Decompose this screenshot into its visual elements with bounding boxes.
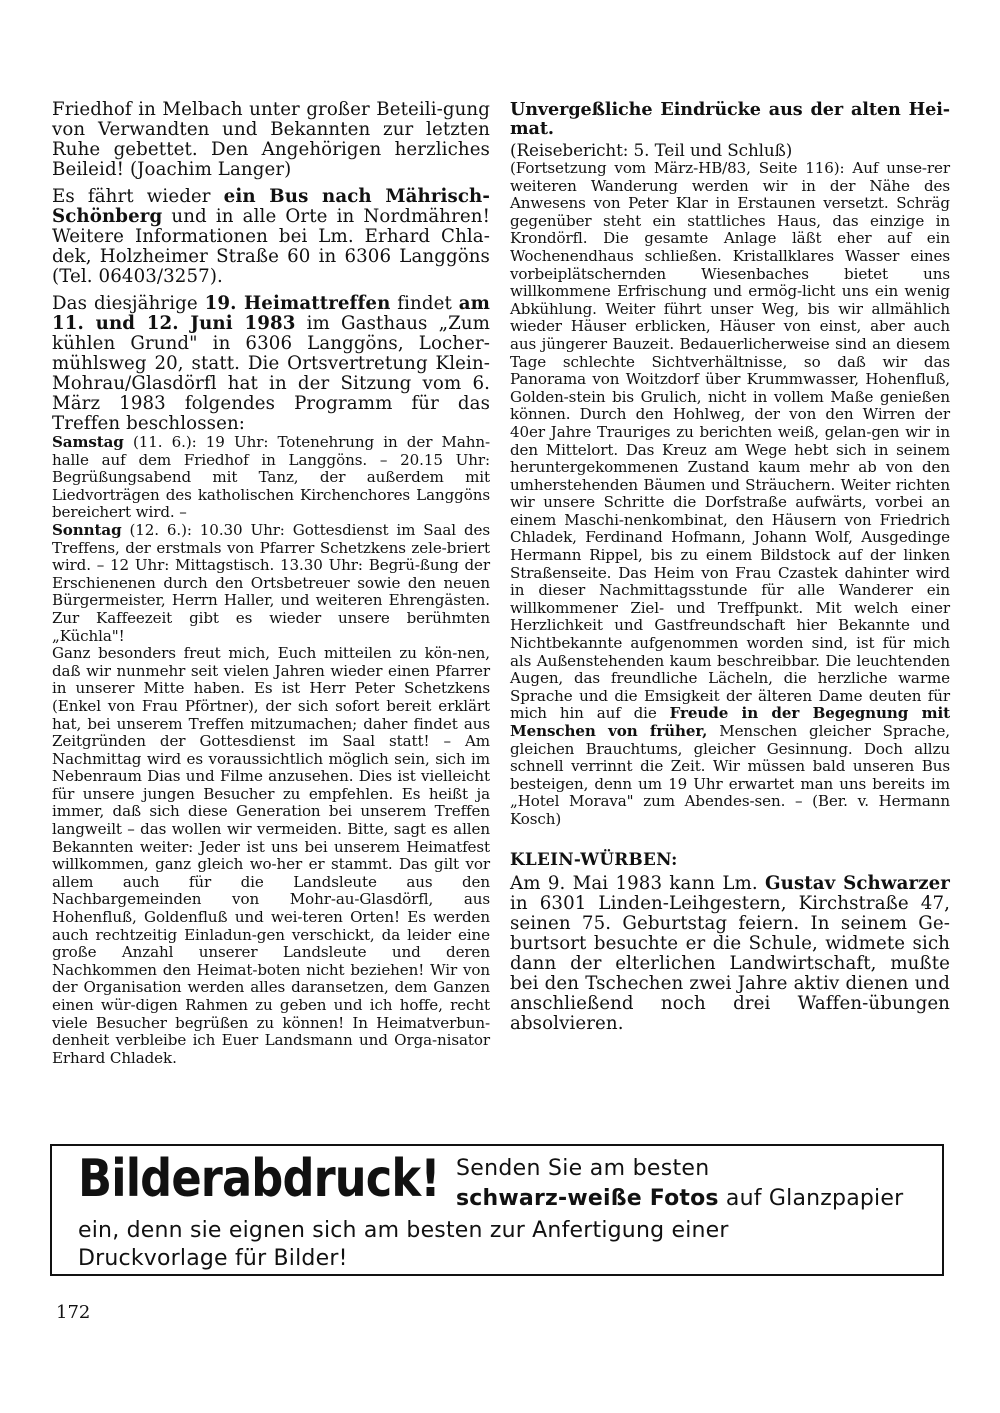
birthday-text-a: Am 9. Mai 1983 kann Lm.	[510, 873, 765, 895]
treffen-text-a: Das diesjährige	[52, 293, 205, 314]
sunday-text: (12. 6.): 10.30 Uhr: Gottesdienst im Saal des Treffens, der erstmals von Pfarrer Schetzkens zele-briert wird. – 12 Uhr: Mittagstisch. 13.30 Uhr: Begrü-ßung der Erschienenen durch den Ortsbetreuer sowie den neuen Bürgermeister, Herrn Haller, und weiteren Ehrengästen. Zur Kaffeezeit gibt es wieder unsere berühmten „Küchla"!	[52, 520, 490, 645]
saturday-text: (11. 6.): 19 Uhr: Totenehrung in der Mahn-halle auf dem Friedhof in Langgöns. – 20.15 Uhr: Begrüßungsabend mit Tanz, der außerdem mit Liedvorträgen des katholischen Kirchenchores Langgöns bereichert wird. –	[52, 433, 490, 522]
travel-report-body	[510, 160, 950, 829]
photo-ad-box	[50, 1144, 944, 1276]
heimattreffen-paragraph	[52, 294, 490, 434]
ad-line-2-rest: auf Glanzpapier	[718, 1186, 904, 1211]
bus-paragraph	[52, 187, 490, 287]
report-text-b: Menschen gleicher Sprache, gleichen Brauchtums, gleicher Gesinnung. Doch allzu schnell verrinnt die Zeit. Wir müssen bald unseren Bus besteigen, denn um 19 Uhr erwartet man uns bereits im „Hotel Morava" zum Abendes-sen. – (Ber. v. Hermann Kosch)	[510, 722, 950, 828]
bus-text-start: Es fährt wieder	[52, 186, 224, 207]
ad-line-2-bold: schwarz-weiße Fotos	[456, 1186, 719, 1211]
ad-line-3: ein, denn sie eignen sich am besten zur Anfertigung einer	[78, 1218, 729, 1243]
ad-line-4: Druckvorlage für Bilder!	[78, 1246, 348, 1271]
treffen-text-c: findet	[390, 293, 459, 314]
bus-highlight: ein Bus nach Mährisch-Schönberg	[52, 186, 490, 227]
birthday-text-c: in 6301 Linden-Leihgestern, Kirchstraße 47, seinen 75. Geburtstag feiern. In seinem Ge-burtsort besuchte er die Schule, widmete sich dann der elterlichen Landwirtschaft, mußte bei den Tschechen zwei Jahre aktiv dienen und anschließend noch drei Waffen-übungen absolvieren.	[510, 893, 950, 1035]
saturday-label: Samstag	[52, 433, 124, 451]
bus-text-end: und in alle Orte in Nordmähren! Weitere Informationen bei Lm. Erhard Chla-dek, Holzheimer Straße 60 in 6306 Langgöns (Tel. 06403/3257).	[52, 206, 490, 287]
treffen-date: am 11. und 12. Juni 1983	[52, 293, 491, 334]
section-heading-klein-wuerben: KLEIN-WÜRBEN:	[510, 848, 678, 869]
report-highlight: Freude in der Begegnung mit Menschen von früher,	[510, 704, 950, 740]
sunday-program	[52, 522, 490, 645]
saturday-program	[52, 434, 490, 522]
article-heading: Unvergeßliche Eindrücke aus der alten Hei-mat.	[510, 99, 950, 139]
article-subheading: (Reisebericht: 5. Teil und Schluß)	[510, 140, 793, 160]
treffen-text-e: im Gasthaus „Zum kühlen Grund" in 6306 Langgöns, Locher-mühlsweg 20, statt. Die Ortsvertretung Klein-Mohrau/Glasdörfl hat in der Sitzung vom 6. März 1983 folgendes Programm für das Treffen beschlossen:	[52, 313, 490, 434]
page-number: 172	[56, 1302, 91, 1323]
sunday-label: Sonntag	[52, 520, 122, 539]
birthday-paragraph	[510, 874, 950, 1034]
right-column	[510, 100, 950, 1034]
ad-title: Bilderabdruck!	[78, 1149, 440, 1209]
report-text-a: (Fortsetzung vom März-HB/83, Seite 116): Auf unse-rer weiteren Wanderung werden wir in der Nähe des Anwesens von Peter Klar in Erstaunen versetzt. Schräg gegenüber steht ein stattliches Haus, das einzige in Krondörfl. Die gesamte Anlage läßt eher auf ein Wochenendhaus schließen. Kristallklares Wasser eines vorbeiplätschernden Wiesenbaches bietet uns willkommene Erfrischung und ermög-licht uns ein wenig Abkühlung. Weiter führt unser Weg, bis wir allmählich wieder Häuser erblicken, Häuser von einst, aber auch aus jüngerer Bauzeit. Bedauerlicherweise sind an diesem Tage schlechte Sichtverhältnisse, so daß wir das Panorama von Woitzdorf über Krummwasser, Hohenfluß, Golden-stein bis Grulich, nicht in vollem Maße genießen können. Durch den Hohlweg, der von den Wirren der 40er Jahre Trauriges zu berichten weiß, gelan-gen wir in den Mittelort. Das Kreuz am Wege hebt sich in seinem heruntergekommenen Zustand kaum mehr ab von den umherstehenden Bäumen und Sträuchern. Weiter richten wir unsere Schritte die Dorfstraße aufwärts, vorbei an einem Maschi-nenkombinat, den Häusern von Friedrich Chladek, Ferdinand Hofmann, Johann Wolf, Ausgedinge Hermann Rippel, bis zu einem Bildstock auf der linken Straßenseite. Das Heim von Frau Czastek dahinter wird in dieser Nachmittagsstunde für alle Wanderer ein willkommener Ziel- und Treffpunkt. Mit welch einer Herzlichkeit und Gastfreundschaft hier Bekannte und Nichtbekannte aufgenommen worden sind, ist für mich als Außenstehenden kaum beschreibbar. Die leuchtenden Augen, das freundliche Lächeln, die herzliche warme Sprache und die Emsigkeit der älteren Dame deuten für mich hin auf die	[510, 159, 950, 723]
obituary-paragraph: Friedhof in Melbach unter großer Beteili-gung von Verwandten und Bekannten zur letzten Ruhe gebettet. Den Angehörigen herzliches Beileid! (Joachim Langer)	[52, 99, 490, 180]
organizer-paragraph: Ganz besonders freut mich, Euch mitteilen zu kön-nen, daß wir nunmehr seit vielen Jahren wieder einen Pfarrer in unserer Mitte haben. Es ist Herr Peter Schetzkens (Enkel von Frau Pförtner), der sich sofort bereit erklärt hat, bei unserem Treffen mitzumachen; daher findet aus Zeitgründen der Gottesdienst im Saal statt! – Am Nachmittag wird es voraussichtlich möglich sein, sich im Nebenraum Dias und Filme anzusehen. Dies ist vielleicht für unsere jungen Besucher zu empfehlen. Es heißt ja immer, daß sich diese Generation bei unserem Treffen langweilt – das wollen wir vermeiden. Bitte, sagt es allen Bekannten weiter: Jeder ist uns bei unserem Heimatfest willkommen, ganz gleich wo-her er stammt. Das gilt vor allem auch für die Landsleute aus den Nachbargemeinden von Mohr-au-Glasdörfl, aus Hohenfluß, Goldenfluß und wei-teren Orten! Es werden auch rechtzeitig Einladun-gen verschickt, da leider eine große Anzahl unserer Landsleute und deren Nachkommen den Heimat-boten nicht beziehen! Wir von der Organisation werden alles daransetzen, dem Ganzen einen wür-digen Rahmen zu geben und ich hoffe, recht viele Besucher begrüßen zu können! In Heimatverbun-denheit verbleibe ich Euer Landsmann und Orga-nisator Erhard Chladek.	[52, 644, 490, 1067]
ad-line-2	[456, 1186, 903, 1211]
birthday-name: Gustav Schwarzer	[765, 873, 950, 895]
left-column	[52, 100, 490, 1067]
treffen-highlight: 19. Heimattreffen	[204, 293, 391, 314]
ad-line-1: Senden Sie am besten	[456, 1156, 710, 1181]
